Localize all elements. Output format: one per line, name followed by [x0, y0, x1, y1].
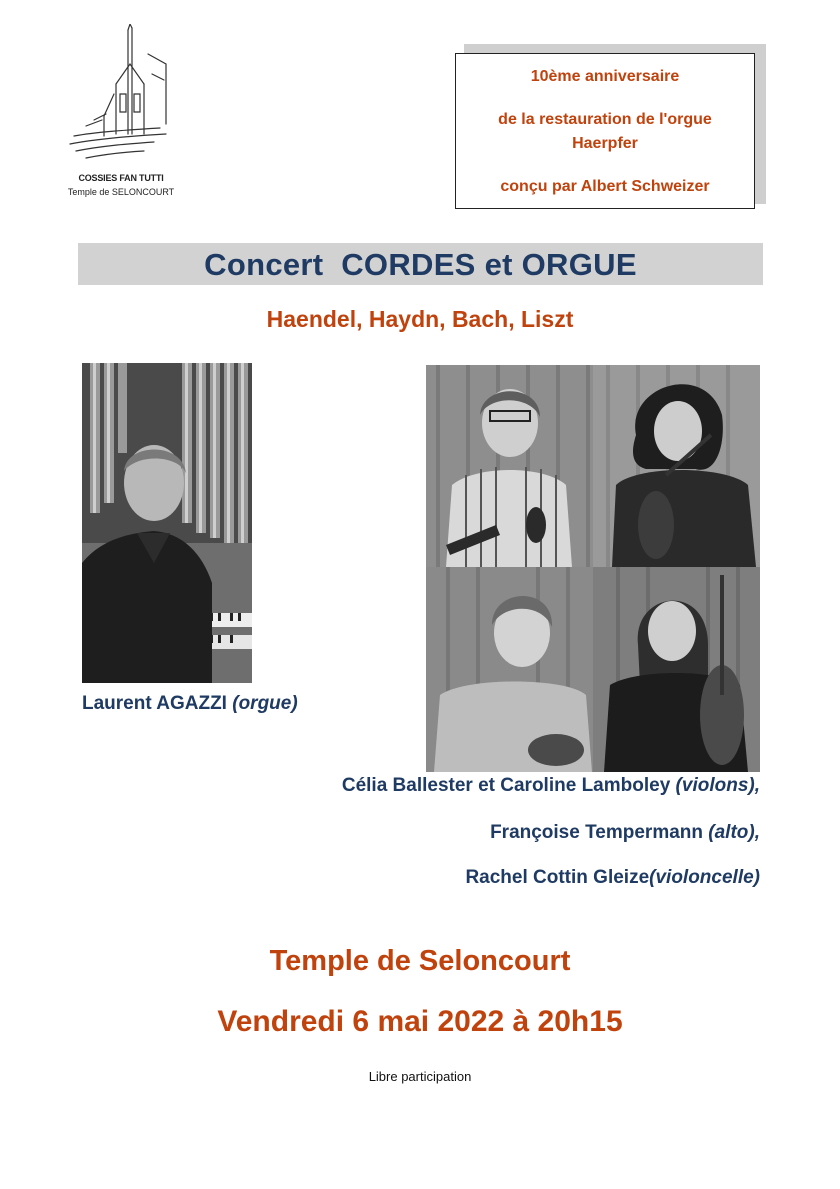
alto-name: Françoise Tempermann: [490, 822, 703, 843]
concert-date: Vendredi 6 mai 2022 à 20h15: [217, 1005, 623, 1038]
composers-list: Haendel, Haydn, Bach, Liszt: [266, 306, 574, 332]
organist-photo: [82, 363, 252, 683]
venue: Temple de Seloncourt: [269, 945, 571, 977]
anniversary-line-3: conçu par Albert Schweizer: [500, 178, 710, 195]
church-sketch-icon: [56, 24, 186, 169]
logo: [56, 24, 186, 204]
participation-note: Libre participation: [368, 1069, 472, 1084]
organist-name: Laurent AGAZZI: [82, 693, 227, 714]
alto-credit: [490, 822, 760, 844]
organist-role: (orgue): [232, 693, 298, 714]
anniversary-line-2a: de la restauration de l'orgue: [498, 111, 712, 128]
violins-role: (violons),: [675, 775, 760, 796]
concert-title: Concert CORDES et ORGUE: [204, 247, 637, 282]
logo-subtitle: Temple de SELONCOURT: [67, 187, 175, 197]
cello-role: (violoncelle): [649, 867, 760, 888]
string-quartet-photo: [426, 365, 760, 772]
concert-title-banner: [78, 243, 763, 285]
anniversary-line-2b: Haerpfer: [572, 135, 638, 152]
anniversary-line-1: 10ème anniversaire: [530, 68, 680, 85]
anniversary-box: [455, 53, 755, 209]
logo-title: COSSIES FAN TUTTI: [78, 173, 164, 183]
cello-name: Rachel Cottin Gleize: [465, 867, 650, 888]
alto-role: (alto),: [708, 822, 760, 843]
violins-names: Célia Ballester et Caroline Lamboley: [341, 775, 671, 796]
violins-credit: [342, 775, 760, 797]
organist-credit: [82, 693, 298, 715]
cello-credit: [465, 867, 760, 889]
anniversary-line-2: [456, 108, 754, 156]
